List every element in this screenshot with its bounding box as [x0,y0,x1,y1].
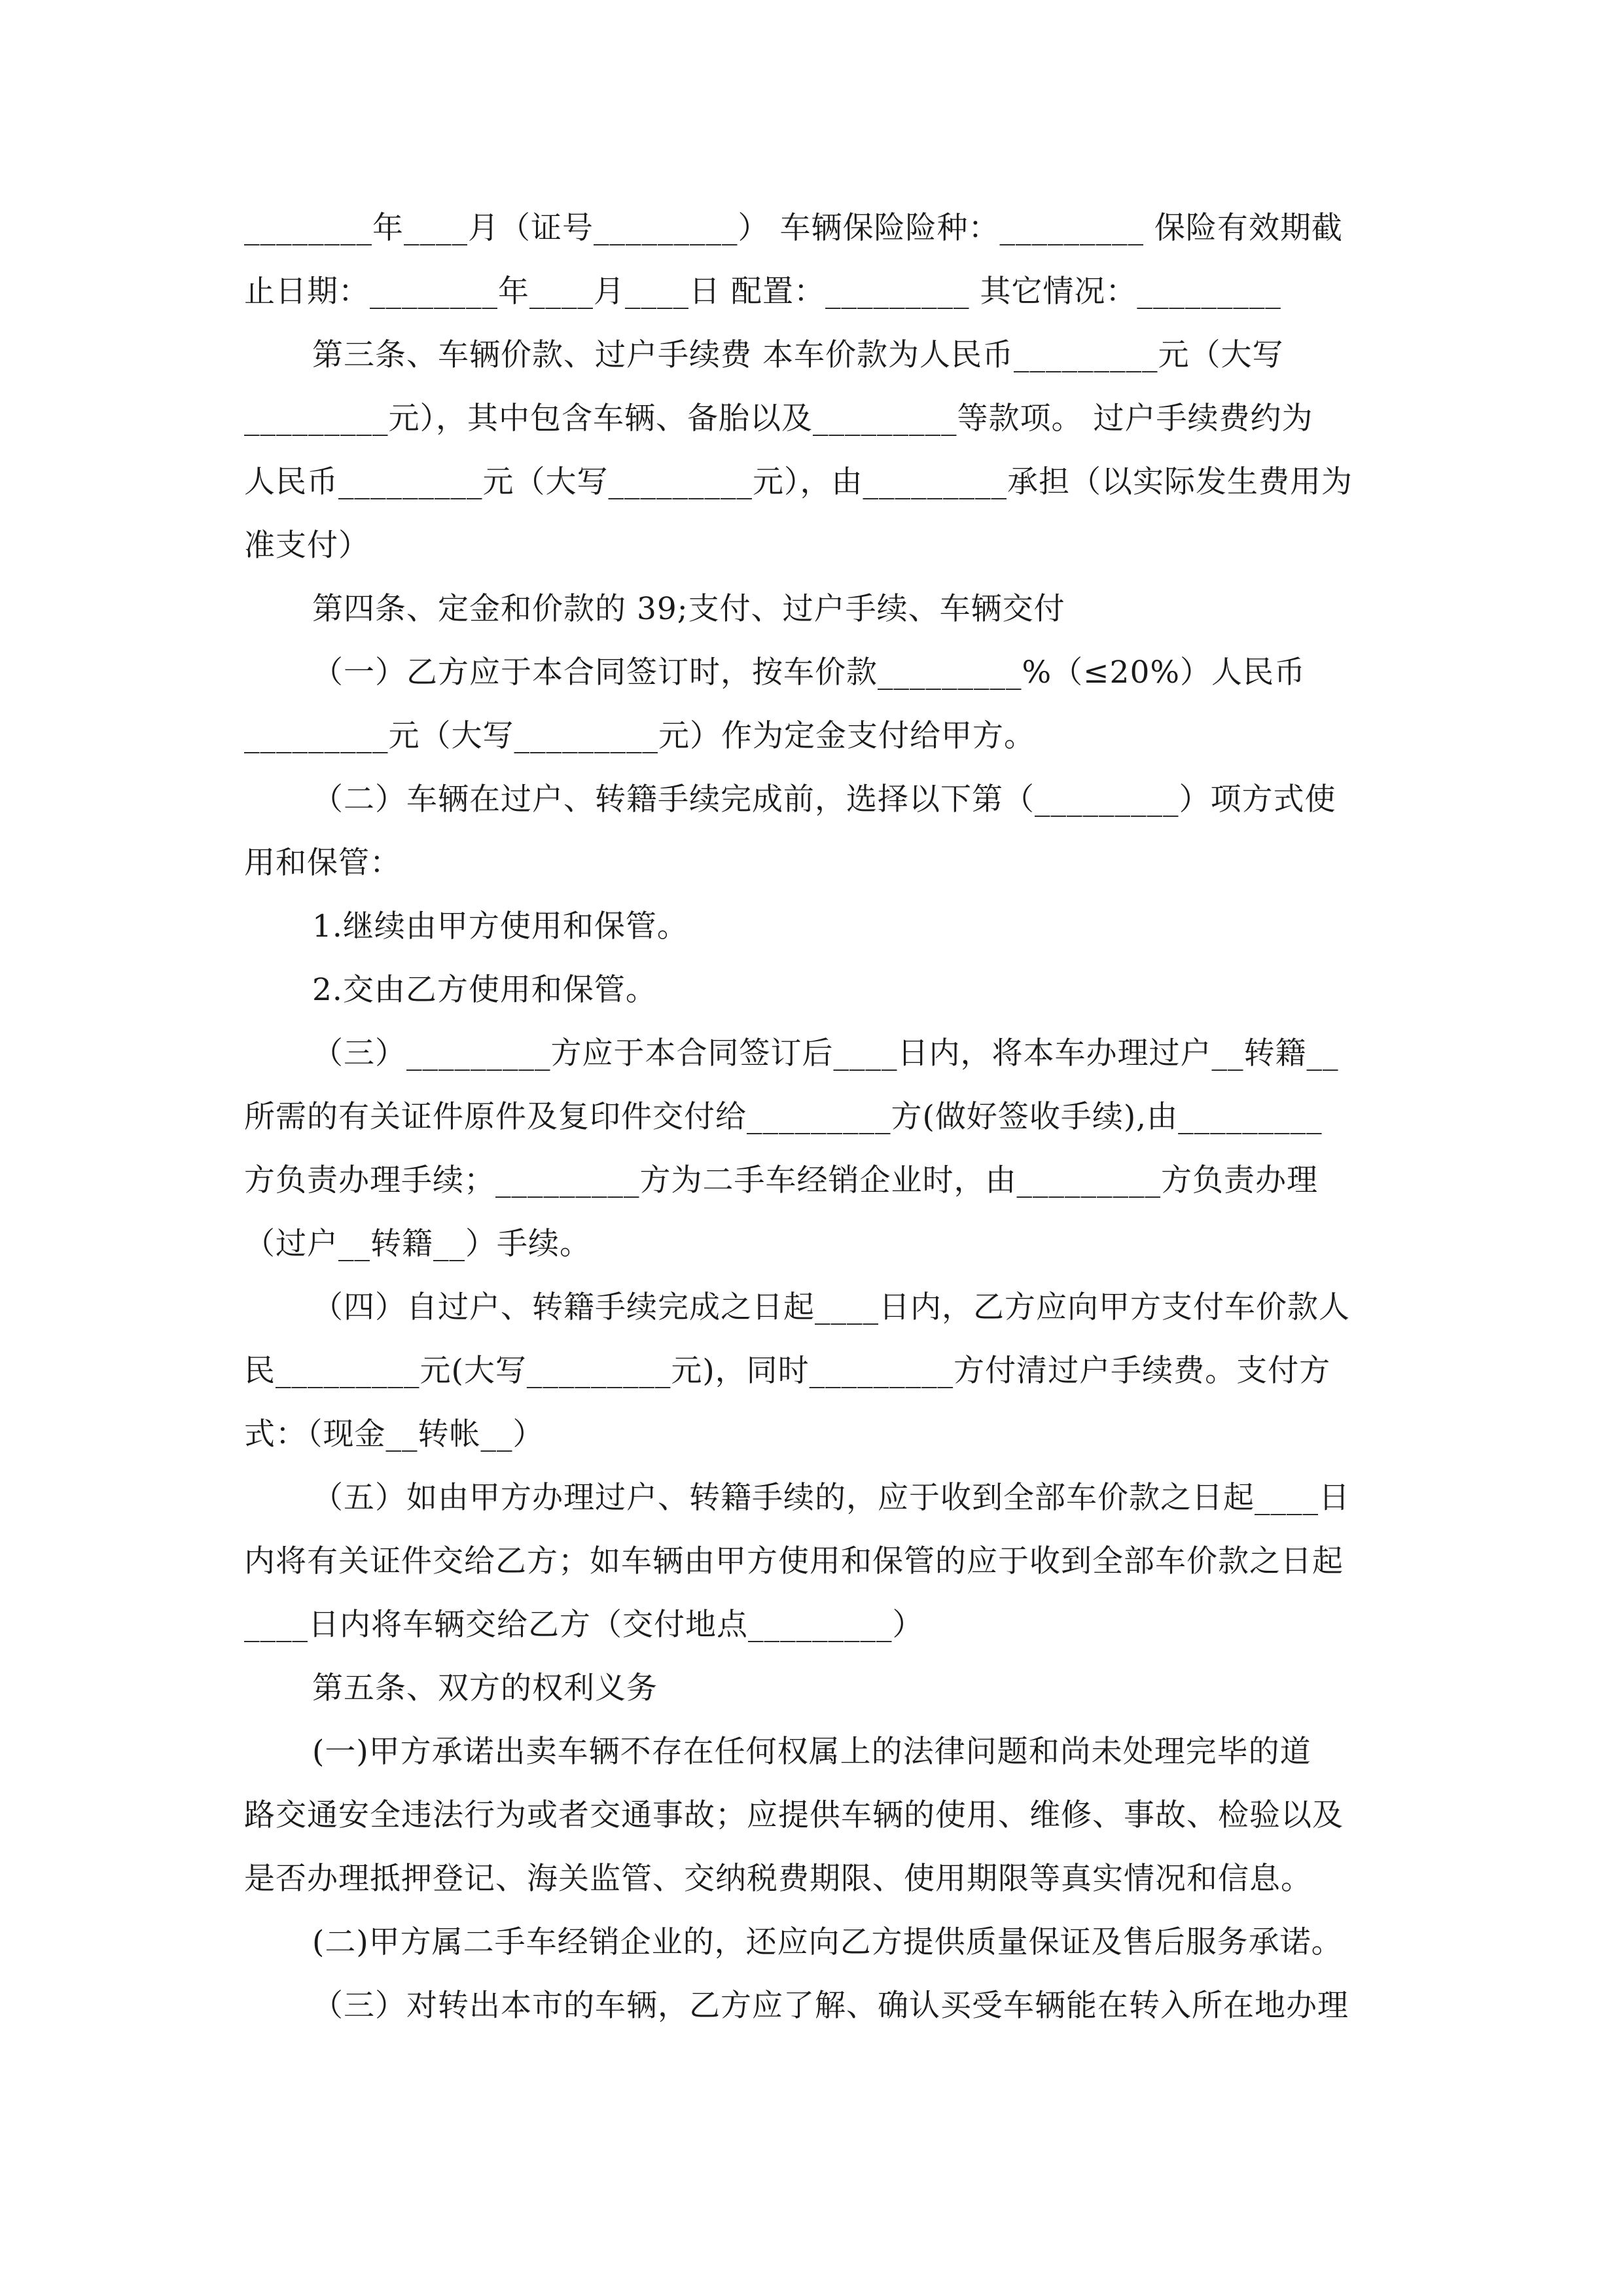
text-line: 人民币_________元（大写_________元），由_________承担（以实际发生费用为 [244,464,1353,500]
text-line: （一）乙方应于本合同签订时，按车价款_________%（≤20%）人民币 [312,655,1306,691]
text-line: (一)甲方承诺出卖车辆不存在任何权属上的法律问题和尚未处理完毕的道 [312,1734,1311,1770]
text-line: 2.交由乙方使用和保管。 [312,972,657,1008]
text-line: 第三条、车辆价款、过户手续费 本车价款为人民币_________元（大写 [312,337,1284,373]
text-line: ____日内将车辆交给乙方（交付地点_________） [244,1607,924,1643]
text-line: 1.继续由甲方使用和保管。 [312,908,688,944]
text-line: _________元（大写_________元）作为定金支付给甲方。 [244,718,1035,754]
contract-body [244,196,1380,2037]
text-line: 方负责办理手续；_________方为二手车经销企业时，由_________方负责办理 [244,1162,1318,1198]
text-line: 内将有关证件交给乙方；如车辆由甲方使用和保管的应于收到全部车价款之日起 [244,1543,1344,1579]
text-line: （四）自过户、转籍手续完成之日起____日内，乙方应向甲方支付车价款人 [312,1289,1350,1325]
text-line: 止日期：________年____月____日 配置：_________ 其它情况：_________ [244,274,1281,310]
text-line: （二）车辆在过户、转籍手续完成前，选择以下第（_________）项方式使 [312,781,1336,817]
text-line: 第五条、双方的权利义务 [312,1670,658,1706]
text-line: 准支付） [244,528,370,564]
text-line: ________年____月（证号_________） 车辆保险险种：_________ 保险有效期截 [244,210,1343,246]
text-line: 民_________元(大写_________元)，同时_________方付清过户手续费。支付方 [244,1353,1331,1389]
text-line: （过户__转籍__）手续。 [244,1226,591,1262]
text-line: 是否办理抵押登记、海关监管、交纳税费期限、使用期限等真实情况和信息。 [244,1861,1312,1897]
text-line: 所需的有关证件原件及复印件交付给_________方(做好签收手续),由_________ [244,1099,1323,1135]
text-line: 式：（现金__转帐__） [244,1416,544,1452]
text-line: _________元），其中包含车辆、备胎以及_________等款项。 过户手续费约为 [244,401,1313,437]
text-line: （五）如由甲方办理过户、转籍手续的，应于收到全部车价款之日起____日 [312,1480,1350,1516]
text-line: 用和保管： [244,845,401,881]
text-line: （三）对转出本市的车辆，乙方应了解、确认买受车辆能在转入所在地办理 [312,1988,1349,2024]
text-line: 第四条、定金和价款的 39;支付、过户手续、车辆交付 [312,591,1065,627]
text-line: (二)甲方属二手车经销企业的，还应向乙方提供质量保证及售后服务承诺。 [312,1924,1343,1960]
text-line: 路交通安全违法行为或者交通事故；应提供车辆的使用、维修、事故、检验以及 [244,1797,1344,1833]
text-line: （三）_________方应于本合同签订后____日内，将本车办理过户__转籍__ [312,1035,1339,1071]
